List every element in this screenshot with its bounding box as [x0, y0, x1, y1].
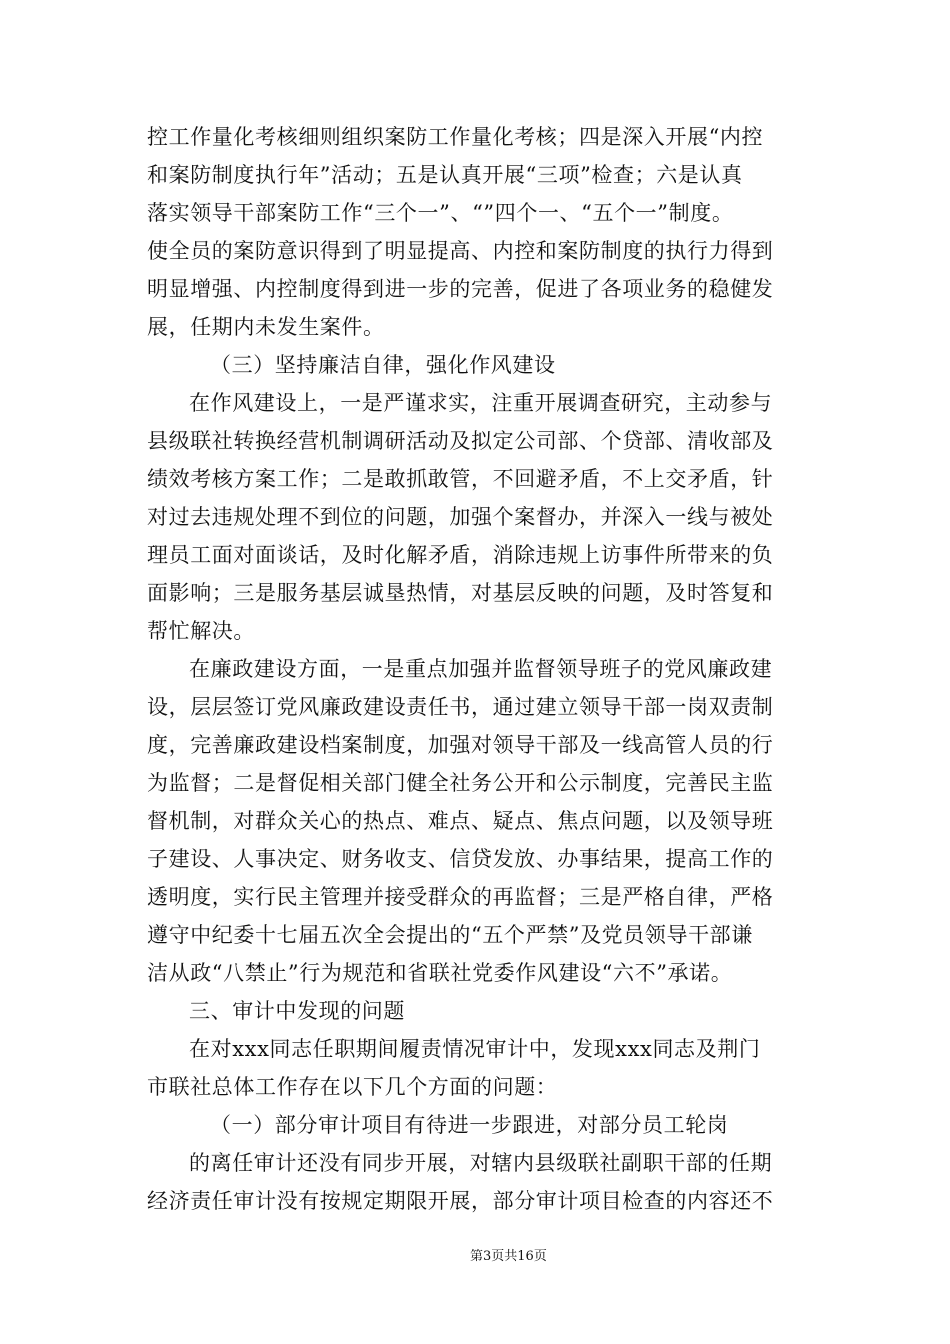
text-line: 透明度，实行民主管理并接受群众的再监督；三是严格自律，严格 — [147, 885, 774, 909]
text-line: 县级联社转换经营机制调研活动及拟定公司部、个贷部、清收部及 — [147, 429, 774, 453]
text-line: 理员工面对面谈话，及时化解矛盾，消除违规上访事件所带来的负 — [147, 543, 774, 567]
text-line: 市联社总体工作存在以下几个方面的问题： — [147, 1075, 558, 1099]
text-line: 督机制，对群众关心的热点、难点、疑点、焦点问题，以及领导班 — [147, 809, 774, 833]
text-line: 遵守中纪委十七届五次全会提出的“五个严禁”及党员领导干部谦 — [147, 923, 753, 947]
section-heading: （一）部分审计项目有待进一步跟进，对部分员工轮岗 — [210, 1113, 729, 1137]
section-heading: 三、审计中发现的问题 — [189, 999, 405, 1023]
paragraph-start: 在对xxx同志任职期间履责情况审计中，发现xxx同志及荆门 — [189, 1037, 761, 1061]
page-number-footer: 第3页共16页 — [470, 1249, 547, 1264]
text-line: 控工作量化考核细则组织案防工作量化考核；四是深入开展“内控 — [147, 125, 764, 149]
text-line: 对过去违规处理不到位的问题，加强个案督办，并深入一线与被处 — [147, 505, 774, 529]
text-line: 度，完善廉政建设档案制度，加强对领导干部及一线高管人员的行 — [147, 733, 774, 757]
section-heading: （三）坚持廉洁自律，强化作风建设 — [210, 353, 556, 377]
paragraph-start: 在作风建设上，一是严谨求实，注重开展调查研究，主动参与 — [189, 391, 773, 415]
text-line: 明显增强、内控制度得到进一步的完善，促进了各项业务的稳健发 — [147, 277, 774, 301]
text-line: 经济责任审计没有按规定期限开展，部分审计项目检查的内容还不 — [147, 1189, 774, 1213]
text-line: 绩效考核方案工作；二是敢抓敢管，不回避矛盾，不上交矛盾，针 — [147, 467, 774, 491]
text-line: 和案防制度执行年”活动；五是认真开展“三项”检查；六是认真 — [147, 163, 743, 187]
document-body — [147, 118, 807, 1220]
text-line: 面影响；三是服务基层诚垦热情，对基层反映的问题，及时答复和 — [147, 581, 774, 605]
paragraph-start: 在廉政建设方面，一是重点加强并监督领导班子的党风廉政建 — [189, 657, 773, 681]
text-line: 设，层层签订党风廉政建设责任书，通过建立领导干部一岗双责制 — [147, 695, 774, 719]
text-line: 为监督；二是督促相关部门健全社务公开和公示制度，完善民主监 — [147, 771, 774, 795]
text-line: 洁从政“八禁止”行为规范和省联社党委作风建设“六不”承诺。 — [147, 961, 733, 985]
text-line: 使全员的案防意识得到了明显提高、内控和案防制度的执行力得到 — [147, 239, 774, 263]
paragraph-start: 的离任审计还没有同步开展，对辖内县级联社副职干部的任期 — [189, 1151, 773, 1175]
text-line: 帮忙解决。 — [147, 619, 255, 643]
text-line: 落实领导干部案防工作“三个一”、“”四个一、“五个一”制度。 — [147, 201, 734, 225]
text-line: 展，任期内未发生案件。 — [147, 315, 385, 339]
text-line: 子建设、人事决定、财务收支、信贷发放、办事结果，提高工作的 — [147, 847, 774, 871]
